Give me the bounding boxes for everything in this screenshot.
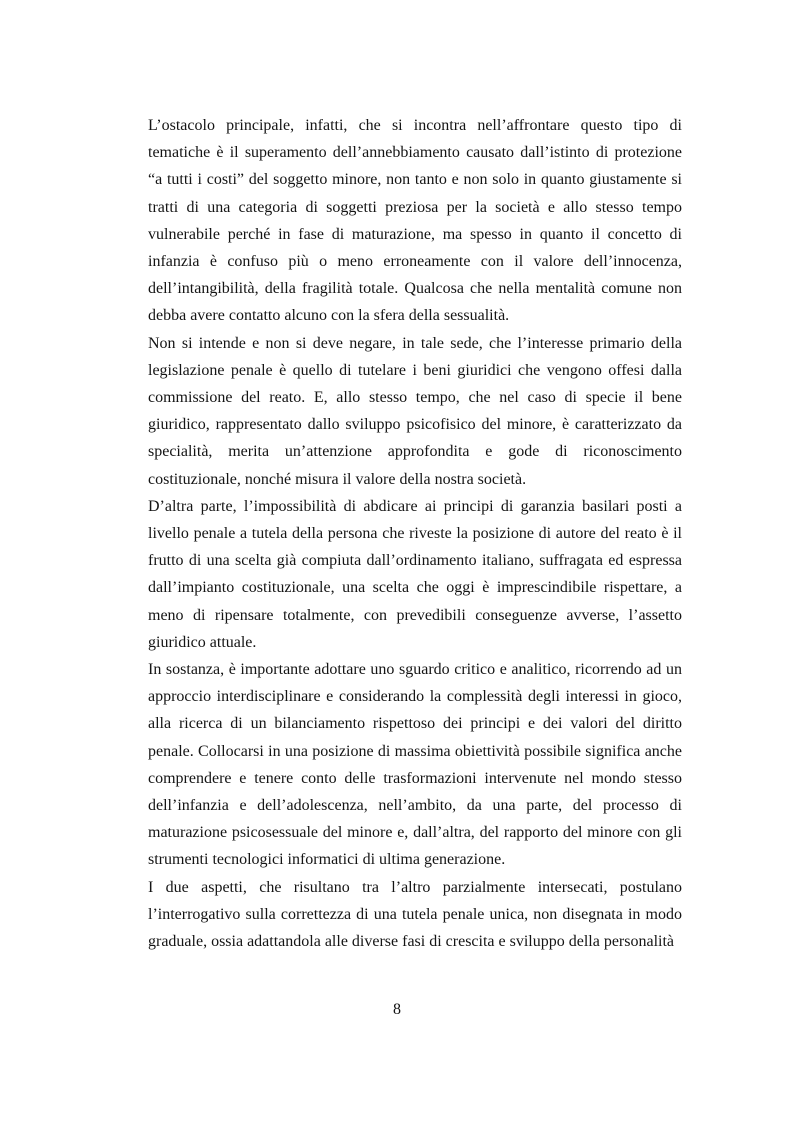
paragraph-guarantees: D’altra parte, l’impossibilità di abdicare ai principi di garanzia basilari posti a livello penale a tutela della persona che riveste la posizione di autore del reato è il frutto di una scelta già compiuta dall’ordinamento italiano, suffragata ed espressa dall’impianto costituzionale, una scelta che oggi è imprescindibile rispettare, a meno di ripensare totalmente, con prevedibili conseguenze avverse, l’assetto giuridico attuale. xyxy=(148,497,682,651)
paragraph-legislation: Non si intende e non si deve negare, in tale sede, che l’interesse primario della legislazione penale è quello di tutelare i beni giuridici che vengono offesi dalla commissione del reato. E, allo stesso tempo, che nel caso di specie il bene giuridico, rappresentato dallo sviluppo psicofisico del minore, è caratterizzato da specialità, merita un’attenzione approfondita e gode di riconoscimento costituzionale, nonché misura il valore della nostra società. xyxy=(148,334,682,488)
paragraph-two-aspects: I due aspetti, che risultano tra l’altro parzialmente intersecati, postulano l’interrogativo sulla correttezza di una tutela penale unica, non disegnata in modo graduale, ossia adattandola alle diverse fasi di crescita e sviluppo della personalità xyxy=(148,878,682,951)
paragraph-obstacle: L’ostacolo principale, infatti, che si incontra nell’affrontare questo tipo di tematiche è il superamento dell’annebbiamento causato dall’istinto di protezione “a tutti i costi” del soggetto minore, non tanto e non solo in quanto giustamente si tratti di una categoria di soggetti preziosa per la società e allo stesso tempo vulnerabile perché in fase di maturazione, ma spesso in quanto il concetto di infanzia è confuso più o meno erroneamente con il valore dell’innocenza, dell’intangibilità, della fragilità totale. Qualcosa che nella mentalità comune non debba avere contatto alcuno con la sfera della sessualità. xyxy=(148,117,682,325)
paragraph-critical-view: In sostanza, è importante adottare uno sguardo critico e analitico, ricorrendo ad un approccio interdisciplinare e considerando la complessità degli interessi in gioco, alla ricerca di un bilanciamento rispettoso dei principi e dei valori del diritto penale. Collocarsi in una posizione di massima obiettività possibile significa anche comprendere e tenere conto delle trasformazioni intervenute nel mondo stesso dell’infanzia e dell’adolescenza, nell’ambito, da una parte, del processo di maturazione psicosessuale del minore e, dall’altra, del rapporto del minore con gli strumenti tecnologici informatici di ultima generazione. xyxy=(148,661,682,869)
document-body xyxy=(148,112,682,955)
page-number: 8 xyxy=(393,1001,401,1018)
